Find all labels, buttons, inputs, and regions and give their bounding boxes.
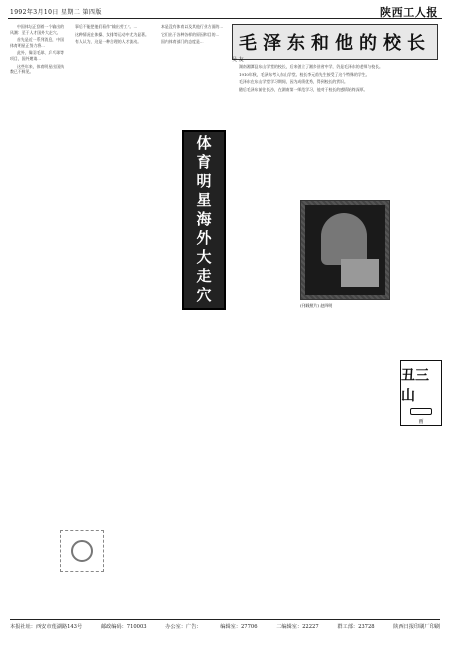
leaf-icon <box>71 540 93 562</box>
vertical-title: 体育明星海外大走穴 <box>182 130 226 310</box>
article-banner <box>232 24 438 60</box>
top-rule <box>8 18 442 19</box>
col4-paragraph: 随后毛泽东前往长沙，在湖南第一师范学习，他对于校长的感情始终深厚。 <box>239 86 368 92</box>
stamp-name: 画 <box>418 419 424 425</box>
sketch-illustration <box>60 530 104 572</box>
photo-caption: (刊载照片) 赵四明 <box>300 303 333 308</box>
footer-item: 本报社址：西安市莲湖路143号 <box>10 624 83 630</box>
col4-paragraph: 1910年秋，毛泽东考入东山学堂。校长李元甫先生接受了这个特殊的学生。 <box>239 71 370 77</box>
footer-item: 群工部：23728 <box>337 624 375 630</box>
col3-paragraph: 本是没有体育以及其他行业方面的... <box>161 24 224 29</box>
footer-item: 编辑室：27706 <box>220 624 258 630</box>
col1-paragraph: 首先是近一系列消息，中国体育明星正努力将... <box>10 37 64 48</box>
col2-paragraph: 事后不能把他们看作“输出劳工”。... <box>75 24 138 29</box>
column-third <box>154 24 228 610</box>
masthead: 陕西工人报 <box>380 6 438 19</box>
col1-paragraph: 中国体坛正刮着一个输出的风潮：至于人才国外大走穴。 <box>10 24 64 35</box>
footer <box>10 619 440 630</box>
stamp-title: 丑三山 <box>401 368 429 404</box>
col2-paragraph: 有人认为，这是一种合理的人才流动。 <box>75 39 142 45</box>
column-second <box>68 24 150 610</box>
col3-paragraph: 它们出于各种各样的原因和目的... <box>161 31 220 37</box>
footer-item: 办公室：广告： <box>165 624 202 630</box>
col1-paragraph: 这些年来，体育明星出国执教已不鲜见。 <box>10 63 64 75</box>
article-photo <box>300 200 390 300</box>
col2-paragraph: 这种情况在体操、女排等运动中尤为显著。 <box>75 31 149 37</box>
side-stamp <box>400 360 442 426</box>
footer-item: 二编辑室：22227 <box>276 624 319 630</box>
column-left <box>10 24 64 610</box>
portrait-body-shape <box>341 259 379 287</box>
col1-paragraph: 此外，像羽毛球、乒乓球等项目，国外邀请... <box>10 50 64 61</box>
column-right <box>232 64 438 610</box>
col4-paragraph: 毛泽东在东山学堂学习期间，因为成绩优秀，得到校长的赏识。 <box>239 79 348 85</box>
date-line: 1992年3月10日 星期二 第四版 <box>10 9 102 16</box>
stamp-glyph-icon <box>410 408 432 415</box>
col3-paragraph: 国内体育部门的态度是... <box>161 39 204 45</box>
footer-item: 陕西日报印刷厂印刷 <box>393 624 440 630</box>
article-author: 吴 友 <box>232 57 244 63</box>
portrait-head-shape <box>321 213 367 265</box>
footer-item: 邮政编码：710003 <box>100 624 147 630</box>
col4-paragraph: 湖南湘潭县东山学堂的校长，后来创立了湘乡驻省中学，仍是毛泽东的老师与校长。 <box>239 64 383 69</box>
banner-title: 毛泽东和他的校长 <box>239 33 431 54</box>
